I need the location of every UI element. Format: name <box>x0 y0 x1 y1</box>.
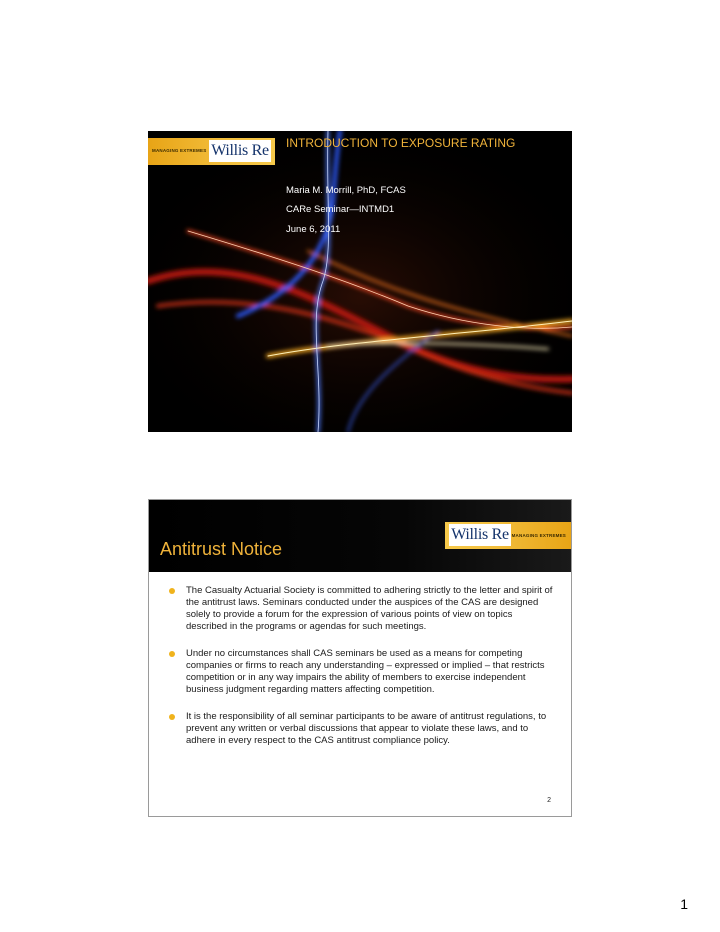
logo-tagline: MANAGING EXTREMES <box>511 533 566 538</box>
seminar-line: CARe Seminar—INTMD1 <box>286 204 395 215</box>
logo-wordmark: Willis Re <box>449 524 511 546</box>
title-slide <box>148 131 572 432</box>
list-item <box>163 711 553 747</box>
bullet-dot-icon <box>169 651 175 657</box>
author-line: Maria M. Morrill, PhD, FCAS <box>286 185 406 196</box>
list-item <box>163 585 553 633</box>
willis-re-logo <box>445 522 571 549</box>
bullet-text: Under no circumstances shall CAS seminars be used as a means for competing companies or firms to reach any understanding – expressed or implied – that restricts competition or in any way impairs the ability of members to exercise independent business judgment regarding matters affecting competition. <box>186 648 545 695</box>
bullet-dot-icon <box>169 714 175 720</box>
logo-wordmark: Willis Re <box>209 140 271 162</box>
slide-title: Antitrust Notice <box>160 539 283 559</box>
bullet-text: It is the responsibility of all seminar participants to be aware of antitrust regulations, to prevent any written or verbal discussions that appear to violate these laws, and to adhere in every respect to the CAS antitrust compliance policy. <box>186 711 547 746</box>
page-number: 1 <box>680 896 688 912</box>
bullet-text: The Casualty Actuarial Society is committed to adhering strictly to the letter and spirit of the antitrust laws. Seminars conducted under the auspices of the CAS are designed solely to provide a forum for the expression of various points of view on topics described in the programs or agendas for such meetings. <box>186 585 553 632</box>
light-streaks-background <box>148 131 572 432</box>
slide-number: 2 <box>547 797 551 804</box>
antitrust-slide <box>148 499 572 817</box>
bullet-list <box>163 585 553 762</box>
bullet-dot-icon <box>169 588 175 594</box>
date-line: June 6, 2011 <box>286 224 341 235</box>
slide-title: INTRODUCTION TO EXPOSURE RATING <box>286 136 516 150</box>
slide-header <box>149 500 571 572</box>
logo-tagline: MANAGING EXTREMES <box>152 148 207 153</box>
list-item <box>163 648 553 696</box>
willis-re-logo <box>148 138 275 165</box>
